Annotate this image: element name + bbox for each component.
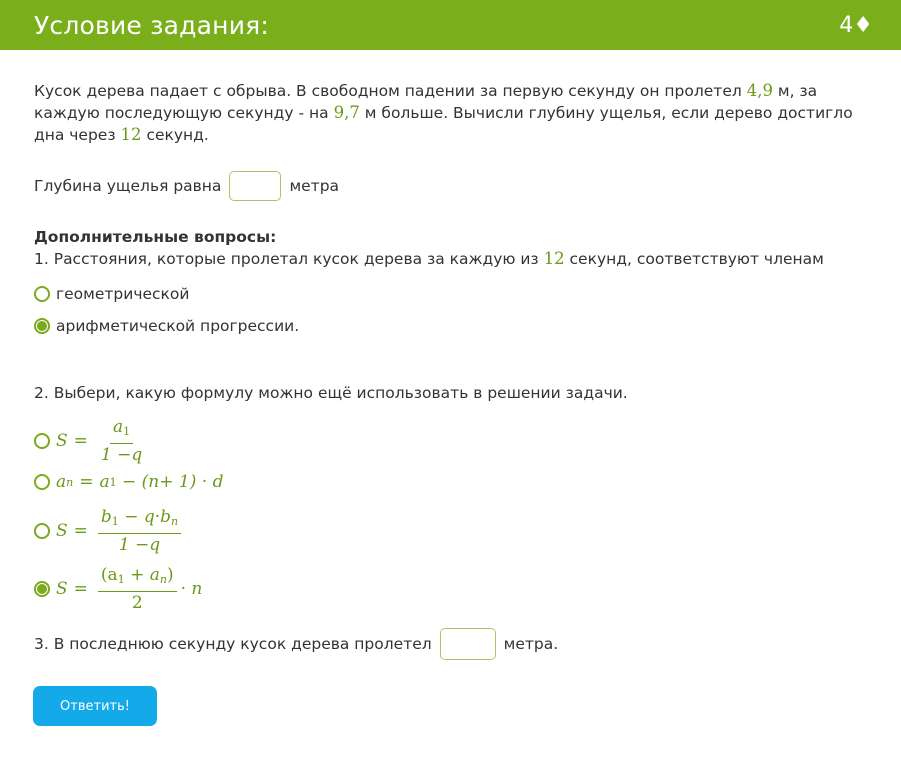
question-2: 2. Выбери, какую формулу можно ещё использовать в решении задачи.: [34, 384, 628, 402]
formula-rest: − (n+ 1) · d: [116, 472, 224, 492]
task-text-4: секунд.: [141, 126, 209, 144]
q1-option-geometric[interactable]: [34, 285, 189, 303]
formula-lhs: S: [56, 431, 68, 451]
num-b: + a: [124, 565, 160, 585]
answer-unit: метра: [289, 177, 340, 195]
task-text-2: м, за каждую последующую секунду - на: [34, 82, 818, 122]
question-1-text-2: секунд, соответствуют членам: [564, 250, 824, 268]
q1-option-arithmetic[interactable]: [34, 317, 299, 335]
formula-geometric-sum-infinite: [56, 416, 149, 466]
num-a: b: [100, 507, 112, 527]
num-c: ): [166, 565, 174, 585]
num-sub: 1: [123, 425, 131, 438]
formula-lhs: a: [56, 472, 67, 492]
formula-eq: =: [79, 472, 94, 492]
fraction-denominator: 1 −q: [100, 445, 143, 465]
fraction: [98, 416, 145, 466]
last-second-answer-input[interactable]: [440, 628, 496, 660]
answer-line: [34, 171, 339, 201]
fraction: [98, 564, 177, 614]
points-badge: 4♦: [839, 12, 873, 38]
radio-icon[interactable]: [34, 474, 50, 490]
num-b-sub: n: [171, 515, 179, 528]
fraction-denominator: 2: [131, 593, 143, 613]
term-a-sub: 1: [109, 475, 117, 489]
question-3-text: 3. В последнюю секунду кусок дерева пролетел: [34, 635, 432, 653]
num-var: a: [113, 417, 124, 437]
fraction-numerator: [110, 416, 133, 444]
formula-tail: · n: [180, 579, 203, 599]
num-b-sub: n: [159, 573, 167, 586]
question-3-unit: метра.: [503, 635, 559, 653]
radio-icon[interactable]: [34, 286, 50, 302]
radio-icon[interactable]: [34, 523, 50, 539]
radio-checked-icon[interactable]: [34, 318, 50, 334]
question-1-number: 12: [543, 249, 565, 268]
task-text-3: м больше. Вычисли глубину ущелья, если дерево достигло дна через: [34, 104, 853, 144]
task-paragraph: [34, 80, 864, 146]
fraction: [98, 506, 181, 556]
additional-heading: Дополнительные вопросы:: [34, 228, 277, 246]
task-text: [34, 70, 864, 146]
formula-geometric-sum: [56, 506, 185, 556]
formula-lhs: S: [56, 579, 68, 599]
formula-nth-term: [56, 472, 223, 492]
num-b: − q·b: [118, 507, 172, 527]
fraction-numerator: [98, 564, 177, 592]
fraction-denominator: 1 −q: [118, 535, 161, 555]
radio-checked-icon[interactable]: [34, 581, 50, 597]
radio-icon[interactable]: [34, 433, 50, 449]
header-title: Условие задания:: [34, 10, 270, 40]
num-a: (a: [100, 565, 118, 585]
submit-button[interactable]: Ответить!: [33, 686, 157, 726]
formula-lhs: S: [56, 521, 68, 541]
q2-option-4[interactable]: [34, 564, 202, 614]
task-number-3: 12: [120, 125, 142, 144]
task-header: [0, 0, 901, 50]
fraction-numerator: [98, 506, 181, 534]
answer-label: Глубина ущелья равна: [34, 177, 222, 195]
option-label: геометрической: [56, 285, 190, 303]
num-a-sub: 1: [111, 515, 119, 528]
num-a-sub: 1: [117, 573, 125, 586]
q2-option-2[interactable]: [34, 472, 223, 492]
option-label: арифметической прогрессии.: [56, 317, 300, 335]
formula-eq: =: [73, 579, 88, 599]
formula-eq: =: [73, 521, 88, 541]
task-text-1: Кусок дерева падает с обрыва. В свободном падении за первую секунду он пролетел: [34, 82, 747, 100]
lhs-sub: n: [66, 475, 74, 489]
question-1-text-1: 1. Расстояния, которые пролетал кусок дерева за каждую из: [34, 250, 544, 268]
task-number-2: 9,7: [333, 103, 360, 122]
q2-option-1[interactable]: [34, 416, 149, 466]
formula-arithmetic-sum: [56, 564, 202, 614]
question-3: [34, 628, 558, 660]
task-number-1: 4,9: [746, 81, 773, 100]
depth-answer-input[interactable]: [229, 171, 281, 201]
formula-eq: =: [73, 431, 88, 451]
question-1: [34, 249, 824, 268]
term-a: a: [99, 472, 110, 492]
q2-option-3[interactable]: [34, 506, 185, 556]
